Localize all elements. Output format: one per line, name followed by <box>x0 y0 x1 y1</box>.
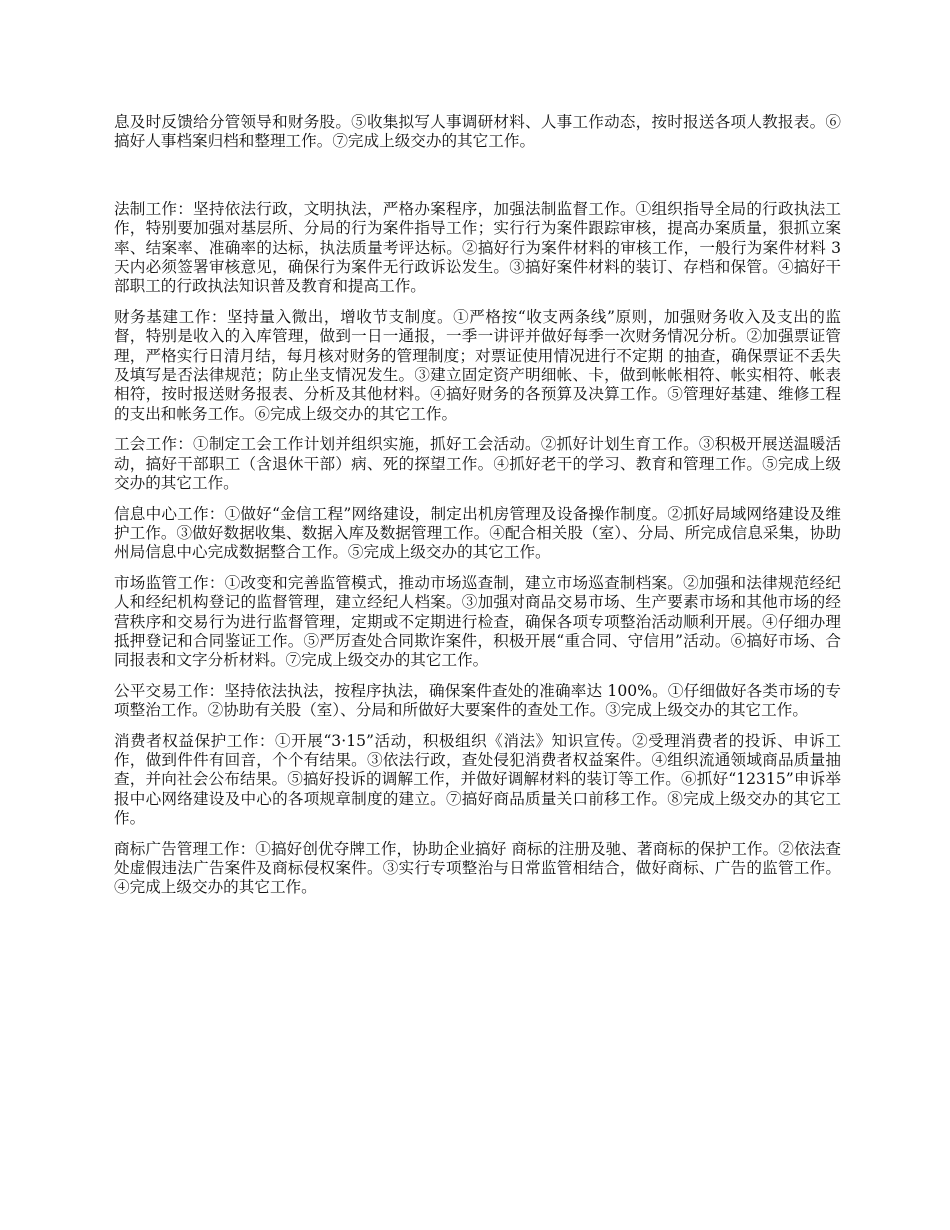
paragraph-legal-work: 法制工作：坚持依法行政，文明执法，严格办案程序，加强法制监督工作。①组织指导全局的行政执法工作，特别要加强对基层所、分局的行为案件指导工作；实行行为案件跟踪审核，提高办案质量，狠抓立案率、结案率、准确率的达标，执法质量考评达标。②搞好行为案件材料的审核工作，一般行为案件材料 3 天内必须签署审核意见，确保行为案件无行政诉讼发生。③搞好案件材料的装订、存档和保管。④搞好干部职工的行政执法知识普及教育和提高工作。 <box>114 199 841 296</box>
paragraph-labor-union: 工会工作：①制定工会工作计划并组织实施，抓好工会活动。②抓好计划生育工作。③积极开展送温暖活动，搞好干部职工（含退休干部）病、死的探望工作。④抓好老干的学习、教育和管理工作。⑤完成上级交办的其它工作。 <box>114 435 841 493</box>
paragraph-fair-trade: 公平交易工作：坚持依法执法，按程序执法，确保案件查处的准确率达 100%。①仔细做好各类市场的专项整治工作。②协助有关股（室）、分局和所做好大要案件的查处工作。③完成上级交办的其它工作。 <box>114 681 841 720</box>
paragraph-consumer-protection: 消费者权益保护工作：①开展“3·15”活动，积极组织《消法》知识宣传。②受理消费者的投诉、申诉工作，做到件件有回音，个个有结果。③依法行政，查处侵犯消费者权益案件。④组织流通领域商品质量抽查，并向社会公布结果。⑤搞好投诉的调解工作，并做好调解材料的装订等工作。⑥抓好“12315”申诉举报中心网络建设及中心的各项规章制度的建立。⑦搞好商品质量关口前移工作。⑧完成上级交办的其它工作。 <box>114 731 841 828</box>
paragraph-market-supervision: 市场监管工作：①改变和完善监管模式，推动市场巡查制，建立市场巡查制档案。②加强和法律规范经纪人和经纪机构登记的监督管理，建立经纪人档案。③加强对商品交易市场、生产要素市场和其他市场的经营秩序和交易行为进行监督管理，定期或不定期进行检查，确保各项专项整治活动顺利开展。④仔细办理抵押登记和合同鉴证工作。⑤严厉查处合同欺诈案件，积极开展“重合同、守信用”活动。⑥搞好市场、合同报表和文字分析材料。⑦完成上级交办的其它工作。 <box>114 573 841 670</box>
paragraph-finance-construction: 财务基建工作：坚持量入微出，增收节支制度。①严格按“收支两条线”原则，加强财务收入及支出的监督，特别是收入的入库管理，做到一日一通报，一季一讲评并做好每季一次财务情况分析。②加强票证管理，严格实行日清月结，每月核对财务的管理制度；对票证使用情况进行不定期 的抽查，确保票证不丢失及填写是否法律规范；防止坐支情况发生。③建立固定资产明细帐、卡，做到帐帐相符、帐实相符、帐表相符，按时报送财务报表、分析及其他材料。④搞好财务的各预算及决算工作。⑤管理好基建、维修工程的支出和帐务工作。⑥完成上级交办的其它工作。 <box>114 307 841 423</box>
paragraph-information-center: 信息中心工作：①做好“金信工程”网络建设，制定出机房管理及设备操作制度。②抓好局域网络建设及维护工作。③做好数据收集、数据入库及数据管理工作。④配合相关股（室）、分局、所完成信息采集，协助州局信息中心完成数据整合工作。⑤完成上级交办的其它工作。 <box>114 504 841 562</box>
paragraph-personnel-continued: 息及时反馈给分管领导和财务股。⑤收集拟写人事调研材料、人事工作动态，按时报送各项人教报表。⑥搞好人事档案归档和整理工作。⑦完成上级交办的其它工作。 <box>114 113 841 151</box>
document-body <box>114 113 841 909</box>
paragraph-trademark-advertising: 商标广告管理工作：①搞好创优夺牌工作，协助企业搞好 商标的注册及驰、著商标的保护工作。②依法查处虚假违法广告案件及商标侵权案件。③实行专项整治与日常监管相结合，做好商标、广告的监管工作。④完成上级交办的其它工作。 <box>114 839 841 897</box>
